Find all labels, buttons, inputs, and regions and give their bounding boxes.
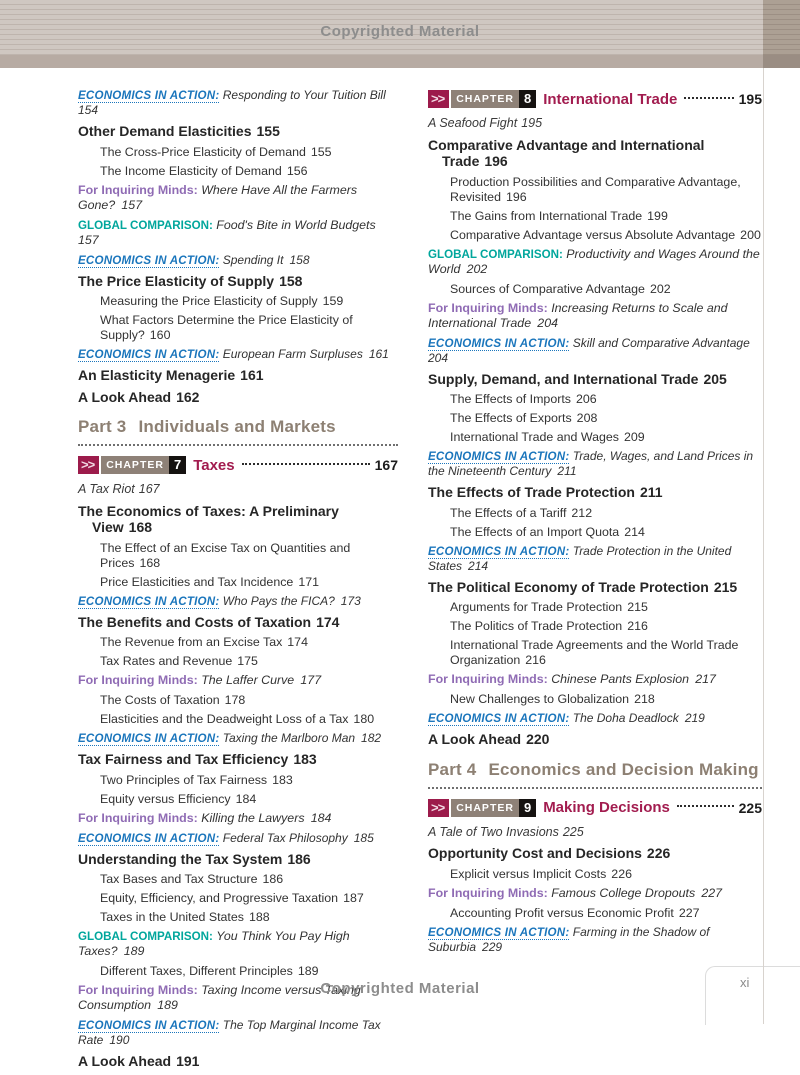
toc-entry-page: 226 xyxy=(646,845,671,861)
dotted-leader xyxy=(677,805,734,807)
fim-label: For Inquiring Minds: xyxy=(78,983,198,997)
toc-entry-page: 217 xyxy=(695,672,716,686)
toc-entry-title: Other Demand Elasticities xyxy=(78,123,252,139)
toc-sub-entry xyxy=(428,525,762,540)
toc-sub-entry xyxy=(78,773,398,788)
toc-feature-entry xyxy=(78,831,398,846)
part-title: Economics and Decision Making xyxy=(488,759,759,779)
toc-entry-title: Increasing Returns to Scale and International Trade xyxy=(428,300,728,330)
chapter-page-number: 225 xyxy=(738,799,762,816)
gc-label: GLOBAL COMPARISON: xyxy=(428,247,563,261)
toc-feature-entry xyxy=(78,594,398,609)
toc-section-entry xyxy=(78,123,398,140)
chapter-title: Making Decisions xyxy=(543,799,670,816)
toc-entry-page: 226 xyxy=(611,866,632,881)
toc-entry-title: Elasticities and the Deadweight Loss of a Tax xyxy=(100,712,349,726)
toc-entry-page: 168 xyxy=(128,519,153,535)
toc-entry-title: Where Have All the Farmers Gone? xyxy=(78,182,358,212)
toc-entry-page: 174 xyxy=(316,613,340,630)
toc-sub-entry xyxy=(78,654,398,669)
toc-entry-title: Food's Bite in World Budgets xyxy=(216,217,376,232)
dotted-rule xyxy=(428,783,762,789)
toc-entry-title: Tax Bases and Tax Structure xyxy=(100,872,258,886)
toc-sub-entry xyxy=(78,145,398,160)
toc-entry-title: An Elasticity Menagerie xyxy=(78,367,236,383)
copyright-text-top: Copyrighted Material xyxy=(320,23,480,40)
toc-entry-page: 204 xyxy=(537,315,558,330)
toc-entry-title: The Effects of Imports xyxy=(450,392,571,406)
toc-entry-title: Different Taxes, Different Principles xyxy=(100,964,293,978)
toc-entry-title: A Tale of Two Invasions xyxy=(428,824,559,839)
toc-entry-title: Tax Fairness and Tax Efficiency xyxy=(78,751,289,767)
toc-entry-page: 215 xyxy=(627,600,648,614)
toc-sub-entry xyxy=(78,294,398,309)
toc-entry-page: 177 xyxy=(300,673,322,687)
toc-entry-title: Price Elasticities and Tax Incidence xyxy=(100,574,294,589)
eia-label: ECONOMICS IN ACTION: xyxy=(78,594,220,608)
toc-entry-page: 175 xyxy=(237,654,258,668)
toc-entry-title: Equity versus Efficiency xyxy=(100,791,231,806)
fim-label: For Inquiring Minds: xyxy=(428,300,548,315)
toc-entry-page: 214 xyxy=(624,524,645,539)
toc-entry-page: 157 xyxy=(121,197,143,212)
toc-section-entry xyxy=(78,614,398,631)
chapter-heading xyxy=(78,456,398,474)
toc-entry-title: A Look Ahead xyxy=(78,388,172,405)
toc-entry-title: The Revenue from an Excise Tax xyxy=(100,635,283,649)
toc-entry-title: Accounting Profit versus Economic Profit xyxy=(450,905,674,920)
toc-entry-title: Taxing Income versus Taxing Consumption xyxy=(78,983,361,1012)
toc-entry-page: 214 xyxy=(468,558,489,573)
toc-entry-title: The Effects of Exports xyxy=(450,411,572,425)
toc-section-entry xyxy=(428,371,762,388)
toc-entry-title: What Factors Determine the Price Elasticity of Supply? xyxy=(100,313,353,342)
toc-sub-entry xyxy=(428,867,762,882)
toc-feature-entry xyxy=(428,544,762,574)
page-edge-line xyxy=(763,68,764,1024)
toc-entry-page: 184 xyxy=(235,791,257,806)
toc-entry-title: New Challenges to Globalization xyxy=(450,692,630,706)
toc-section-entry xyxy=(78,389,398,406)
toc-sub-entry xyxy=(428,392,762,407)
toc-sub-entry xyxy=(428,411,762,426)
toc-entry-title: Taxing the Marlboro Man xyxy=(222,731,356,745)
toc-entry-page: 183 xyxy=(272,772,293,787)
toc-entry-title: Measuring the Price Elasticity of Supply xyxy=(100,294,318,308)
toc-entry-page: 205 xyxy=(703,370,727,387)
toc-section-entry xyxy=(428,137,762,170)
eia-label: ECONOMICS IN ACTION: xyxy=(428,450,570,463)
toc-entry-page: 209 xyxy=(624,430,645,444)
toc-entry-page: 196 xyxy=(484,153,508,169)
toc-entry-page: 160 xyxy=(149,328,171,342)
toc-entry-title: Skill and Comparative Advantage xyxy=(572,335,750,350)
page-edge-stripes xyxy=(763,0,800,55)
eia-label: ECONOMICS IN ACTION: xyxy=(428,925,570,939)
toc-sub-entry xyxy=(428,228,762,243)
toc-entry-page: 189 xyxy=(297,964,319,978)
part-heading xyxy=(428,760,762,789)
toc-entry-title: You Think You Pay High Taxes? xyxy=(78,929,350,958)
toc-section-entry xyxy=(78,503,398,536)
toc-entry-page: 218 xyxy=(634,692,655,706)
top-copyright-band xyxy=(0,0,800,55)
toc-sub-entry xyxy=(78,575,398,590)
part-number: Part 3 xyxy=(78,417,127,436)
toc-entry-page: 155 xyxy=(310,144,332,159)
toc-entry-title: The Effects of a Tariff xyxy=(450,505,567,520)
toc-feature-entry xyxy=(78,811,398,826)
toc-entry-title: Arguments for Trade Protection xyxy=(450,600,623,614)
part-heading-line xyxy=(428,760,762,780)
chapter-badge-label: CHAPTER xyxy=(101,456,169,474)
toc-entry-page: 216 xyxy=(627,619,648,633)
toc-entry-page: 215 xyxy=(713,578,738,595)
toc-entry-page: 171 xyxy=(298,574,319,589)
toc-sub-entry xyxy=(78,541,398,571)
toc-feature-entry xyxy=(78,673,398,688)
toc-entry-title: Killing the Lawyers xyxy=(201,810,305,825)
toc-feature-entry xyxy=(428,336,762,366)
toc-entry-page: 216 xyxy=(525,653,546,667)
toc-entry-title: International Trade and Wages xyxy=(450,430,619,444)
chapter-number-badge: 8 xyxy=(519,90,536,108)
chevrons-icon: >> xyxy=(428,799,449,817)
toc-entry-page: 161 xyxy=(240,367,264,383)
chapter-number-badge: 7 xyxy=(169,456,186,474)
toc-sub-entry xyxy=(78,872,398,887)
fim-label: For Inquiring Minds: xyxy=(428,672,548,686)
toc-section-entry xyxy=(428,484,762,501)
toc-entry-title: The Costs of Taxation xyxy=(100,693,220,707)
toc-entry-title: The Effect of an Excise Tax on Quantities and Prices xyxy=(100,540,351,570)
chapter-page-number: 195 xyxy=(738,91,762,107)
toc-feature-entry xyxy=(428,925,762,955)
toc-entry-page: 186 xyxy=(287,850,311,867)
dotted-leader xyxy=(242,463,370,465)
toc-entry-page: 211 xyxy=(639,484,663,500)
toc-sub-entry xyxy=(78,910,398,925)
toc-sub-entry xyxy=(78,693,398,708)
eia-label: ECONOMICS IN ACTION: xyxy=(428,712,570,725)
toc-sub-entry xyxy=(428,600,762,615)
toc-entry-page: 161 xyxy=(368,347,389,361)
eia-label: ECONOMICS IN ACTION: xyxy=(78,831,220,845)
fim-label: For Inquiring Minds: xyxy=(78,673,198,687)
toc-entry-page: 174 xyxy=(287,635,308,649)
part-number: Part 4 xyxy=(428,759,477,779)
toc-feature-entry xyxy=(78,731,398,746)
toc-feature-entry xyxy=(428,886,762,901)
toc-entry-page: 162 xyxy=(176,388,200,405)
eia-label: ECONOMICS IN ACTION: xyxy=(78,348,220,361)
toc-entry-title: Comparative Advantage and International Trade xyxy=(428,136,705,169)
toc-entry-page: 159 xyxy=(322,294,344,308)
toc-section-entry xyxy=(78,273,398,290)
toc-feature-entry xyxy=(78,218,398,248)
toc-entry-title: Productivity and Wages Around the World xyxy=(428,246,760,276)
dotted-leader xyxy=(684,97,733,99)
toc-column-left xyxy=(78,88,398,1075)
chapter-title: International Trade xyxy=(543,90,678,108)
toc-feature-entry xyxy=(428,449,762,479)
dotted-rule xyxy=(78,440,398,446)
toc-feature-entry xyxy=(78,253,398,268)
toc-entry-title: Chinese Pants Explosion xyxy=(551,672,689,686)
toc-entry-page: 185 xyxy=(353,830,374,845)
toc-entry-title: Taxes in the United States xyxy=(100,910,244,924)
toc-entry-title: The Laffer Curve xyxy=(201,673,295,687)
toc-entry-page: 180 xyxy=(353,712,375,726)
toc-entry-page: 156 xyxy=(286,163,308,178)
toc-entry-title: A Tax Riot xyxy=(78,482,135,496)
toc-sub-entry xyxy=(428,430,762,445)
toc-entry-title: The Income Elasticity of Demand xyxy=(100,163,282,178)
toc-sub-entry xyxy=(78,712,398,727)
toc-entry-title: Two Principles of Tax Fairness xyxy=(100,772,268,787)
toc-entry-title: Spending It xyxy=(222,252,284,267)
toc-feature-entry xyxy=(78,929,398,959)
toc-entry-title: The Politics of Trade Protection xyxy=(450,619,623,633)
toc-sub-entry xyxy=(78,635,398,650)
toc-entry-title: The Effects of Trade Protection xyxy=(428,484,635,500)
toc-entry-page: 191 xyxy=(176,1053,200,1069)
toc-sub-entry xyxy=(428,692,762,707)
toc-feature-entry xyxy=(428,301,762,331)
toc-entry-title: International Trade Agreements and the World Trade Organization xyxy=(450,638,739,667)
toc-entry-page: 212 xyxy=(571,505,593,520)
toc-entry-page: 199 xyxy=(647,208,668,223)
toc-entry-title: The Economics of Taxes: A Preliminary View xyxy=(78,502,339,535)
toc-entry-page: 204 xyxy=(428,350,449,365)
chapter-badge-label: CHAPTER xyxy=(451,90,519,108)
toc-chapter-opener xyxy=(428,116,762,132)
toc-entry-title: Federal Tax Philosophy xyxy=(222,830,348,845)
eia-label: ECONOMICS IN ACTION: xyxy=(78,732,220,745)
toc-chapter-opener xyxy=(428,825,762,841)
toc-entry-title: A Seafood Fight xyxy=(428,116,518,130)
toc-chapter-opener xyxy=(78,482,398,498)
toc-entry-title: Tax Rates and Revenue xyxy=(100,654,233,668)
toc-feature-entry xyxy=(428,672,762,687)
toc-entry-page: 178 xyxy=(224,693,246,707)
toc-sub-entry xyxy=(428,175,762,205)
chapter-heading xyxy=(428,90,762,108)
toc-entry-page: 206 xyxy=(575,392,597,406)
toc-entry-title: Farming in the Shadow of Suburbia xyxy=(428,924,710,954)
toc-sub-entry xyxy=(428,282,762,297)
header-rule-band-edge xyxy=(763,55,800,68)
toc-sub-entry xyxy=(428,619,762,634)
toc-entry-page: 183 xyxy=(293,751,317,767)
toc-entry-page: 202 xyxy=(466,261,488,276)
toc-entry-title: Sources of Comparative Advantage xyxy=(450,281,645,296)
toc-entry-page: 154 xyxy=(78,103,99,117)
toc-entry-page: 188 xyxy=(248,910,270,924)
header-rule-band xyxy=(0,55,800,68)
toc-entry-title: The Effects of an Import Quota xyxy=(450,524,620,539)
toc-feature-entry xyxy=(78,183,398,213)
toc-entry-page: 158 xyxy=(289,252,310,267)
toc-section-entry xyxy=(78,1053,398,1070)
toc-entry-page: 196 xyxy=(505,189,527,204)
toc-entry-page: 168 xyxy=(139,555,161,570)
toc-section-entry xyxy=(428,579,762,596)
toc-sub-entry xyxy=(428,638,762,668)
fim-label: For Inquiring Minds: xyxy=(428,885,548,900)
toc-feature-entry xyxy=(78,1018,398,1048)
toc-entry-page: 167 xyxy=(138,482,160,496)
toc-entry-title: Explicit versus Implicit Costs xyxy=(450,866,607,881)
part-heading-line xyxy=(78,417,398,437)
toc-entry-page: 220 xyxy=(526,731,550,747)
toc-entry-title: Trade, Wages, and Land Prices in the Nineteenth Century xyxy=(428,449,754,478)
toc-entry-page: 225 xyxy=(562,824,584,839)
eia-label: ECONOMICS IN ACTION: xyxy=(428,544,570,558)
toc-sub-entry xyxy=(78,164,398,179)
toc-entry-title: Production Possibilities and Comparative Advantage, Revisited xyxy=(450,174,741,204)
toc-entry-title: The Doha Deadlock xyxy=(572,711,679,725)
toc-sub-entry xyxy=(428,209,762,224)
page-number: xi xyxy=(740,975,750,990)
toc-section-entry xyxy=(428,845,762,862)
eia-label: ECONOMICS IN ACTION: xyxy=(428,336,570,350)
toc-column-right xyxy=(428,88,762,960)
toc-entry-page: 190 xyxy=(109,1033,130,1047)
toc-entry-page: 211 xyxy=(557,464,577,478)
toc-entry-page: 182 xyxy=(361,731,382,745)
eia-label: ECONOMICS IN ACTION: xyxy=(78,1019,220,1032)
toc-entry-page: 195 xyxy=(521,116,543,130)
copyright-text-bottom: Copyrighted Material xyxy=(320,980,480,997)
toc-sub-entry xyxy=(78,891,398,906)
toc-entry-title: Comparative Advantage versus Absolute Advantage xyxy=(450,227,736,242)
toc-section-entry xyxy=(428,731,762,748)
part-heading xyxy=(78,417,398,446)
toc-entry-title: The Cross-Price Elasticity of Demand xyxy=(100,144,306,159)
gc-label: GLOBAL COMPARISON: xyxy=(78,218,213,232)
toc-section-entry xyxy=(78,751,398,768)
fim-label: For Inquiring Minds: xyxy=(78,810,198,825)
toc-entry-page: 202 xyxy=(649,281,671,296)
toc-entry-page: 200 xyxy=(740,227,761,242)
toc-entry-title: A Look Ahead xyxy=(78,1053,172,1069)
eia-label: ECONOMICS IN ACTION: xyxy=(78,253,220,267)
toc-entry-title: Who Pays the FICA? xyxy=(222,593,335,608)
chevrons-icon: >> xyxy=(428,90,449,108)
toc-entry-title: The Top Marginal Income Tax Rate xyxy=(78,1018,381,1047)
toc-entry-page: 189 xyxy=(123,944,145,958)
chapter-page-number: 167 xyxy=(374,457,398,473)
toc-entry-title: Responding to Your Tuition Bill xyxy=(222,88,386,102)
toc-entry-page: 227 xyxy=(701,885,723,900)
toc-entry-page: 158 xyxy=(279,272,303,289)
toc-sub-entry xyxy=(428,506,762,521)
toc-section-entry xyxy=(78,367,398,384)
toc-entry-title: The Political Economy of Trade Protection xyxy=(428,578,709,595)
page-number-box xyxy=(705,966,800,1025)
toc-feature-entry xyxy=(78,347,398,362)
toc-entry-page: 189 xyxy=(157,998,178,1012)
toc-sub-entry xyxy=(78,792,398,807)
toc-entry-page: 187 xyxy=(343,891,364,905)
toc-entry-title: Supply, Demand, and International Trade xyxy=(428,370,699,387)
gc-label: GLOBAL COMPARISON: xyxy=(78,930,213,943)
fim-label: For Inquiring Minds: xyxy=(78,182,198,197)
toc-entry-page: 208 xyxy=(576,411,598,425)
part-title: Individuals and Markets xyxy=(138,417,336,436)
toc-entry-page: 157 xyxy=(78,232,99,247)
toc-section-entry xyxy=(78,851,398,868)
toc-sub-entry xyxy=(78,313,398,343)
toc-entry-title: Trade Protection in the United States xyxy=(428,543,732,573)
chapter-number-badge: 9 xyxy=(519,799,536,817)
eia-label: ECONOMICS IN ACTION: xyxy=(78,89,220,102)
toc-entry-title: Famous College Dropouts xyxy=(551,885,696,900)
toc-sub-entry xyxy=(428,906,762,921)
toc-entry-title: Opportunity Cost and Decisions xyxy=(428,845,642,861)
footer xyxy=(0,980,800,997)
toc-entry-title: A Look Ahead xyxy=(428,731,522,747)
chapter-heading xyxy=(428,799,762,817)
chapter-badge-label: CHAPTER xyxy=(451,799,519,817)
toc-sub-entry xyxy=(78,964,398,979)
toc-entry-title: Understanding the Tax System xyxy=(78,850,283,867)
toc-entry-page: 227 xyxy=(678,905,700,920)
toc-entry-title: The Gains from International Trade xyxy=(450,208,643,223)
toc-feature-entry xyxy=(428,247,762,277)
toc-entry-title: The Benefits and Costs of Taxation xyxy=(78,613,312,630)
toc-entry-page: 155 xyxy=(256,123,280,139)
toc-entry-title: The Price Elasticity of Supply xyxy=(78,272,275,289)
toc-entry-title: Equity, Efficiency, and Progressive Taxation xyxy=(100,891,339,905)
toc-entry-page: 173 xyxy=(340,593,361,608)
chapter-title: Taxes xyxy=(193,456,235,474)
toc-entry-page: 184 xyxy=(310,810,332,825)
toc-entry-page: 219 xyxy=(684,711,705,725)
chevrons-icon: >> xyxy=(78,456,99,474)
toc-entry-title: European Farm Surpluses xyxy=(222,347,363,361)
toc-entry-page: 186 xyxy=(262,872,284,886)
toc-feature-entry xyxy=(78,88,398,118)
toc-entry-page: 229 xyxy=(482,939,503,954)
toc-feature-entry xyxy=(428,711,762,726)
